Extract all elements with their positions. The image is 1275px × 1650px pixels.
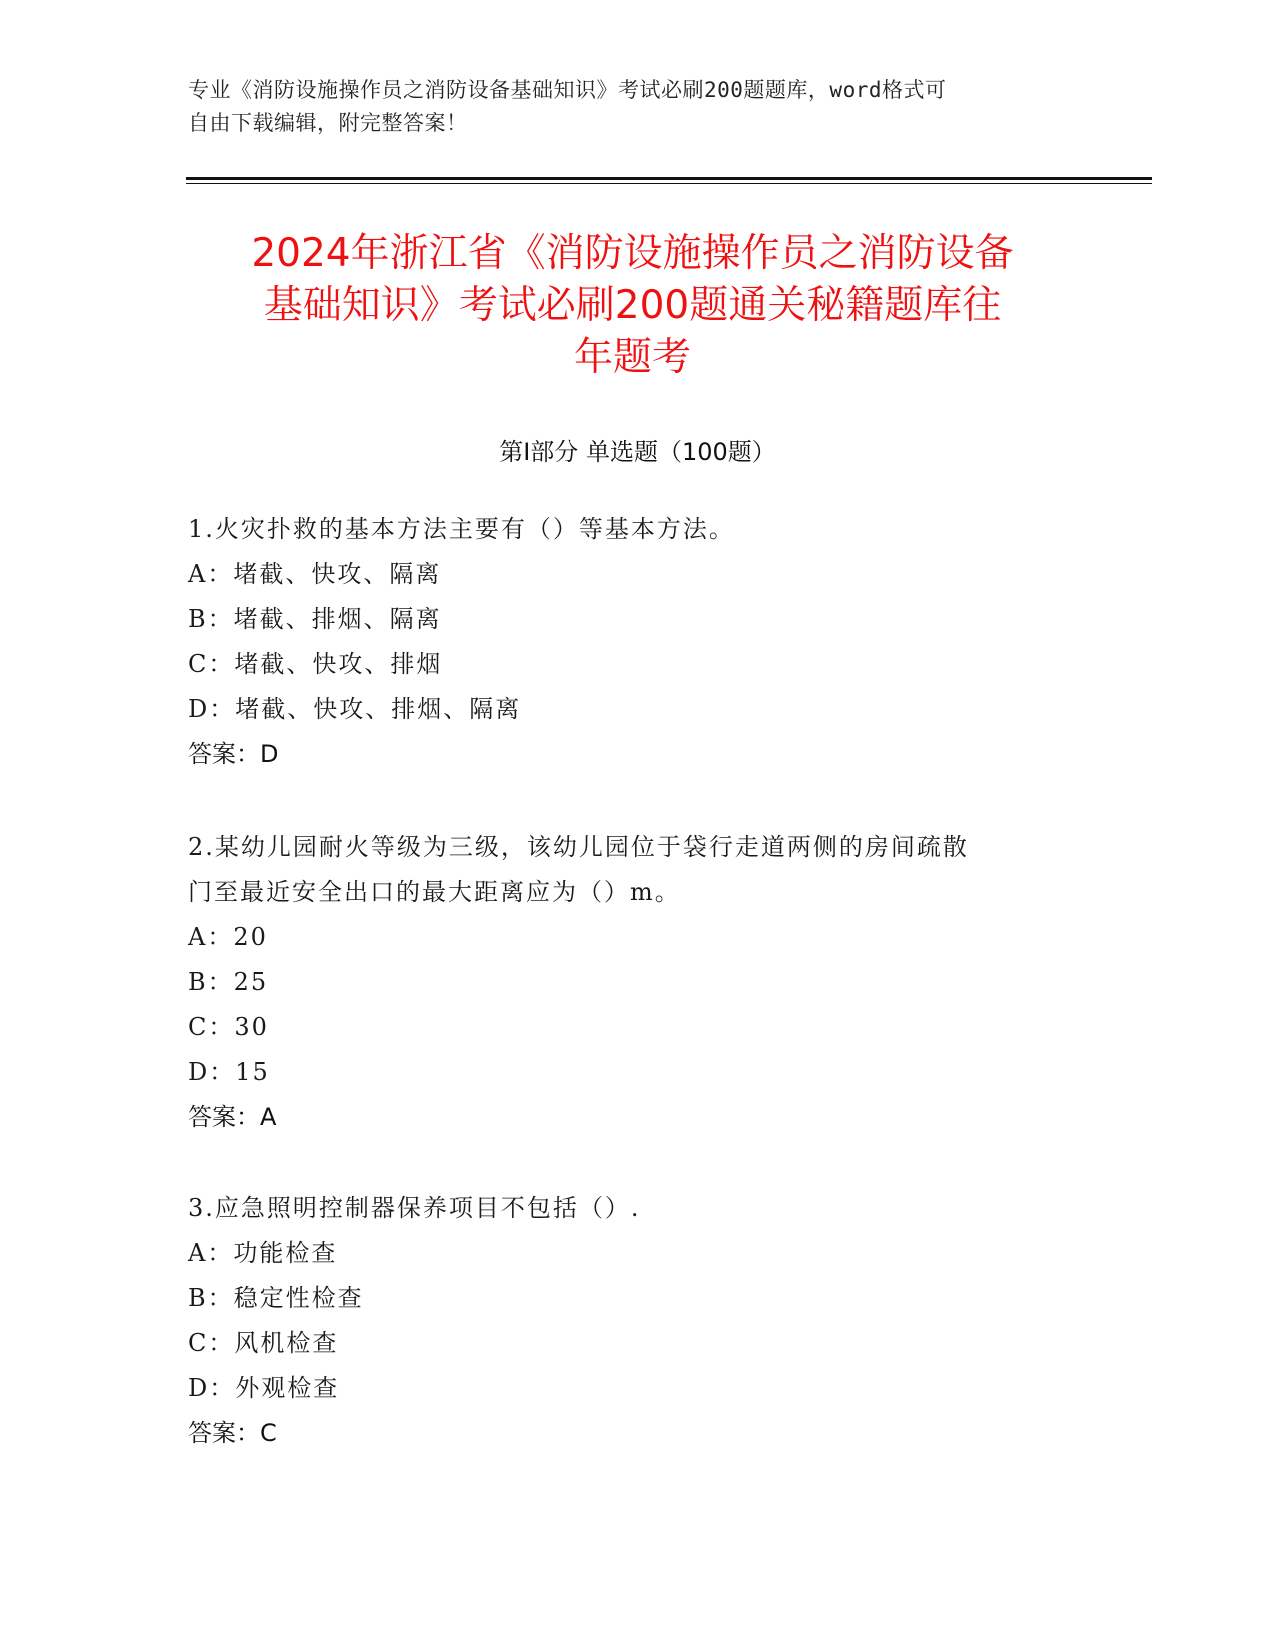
header-note bbox=[188, 74, 1088, 140]
title-line-2: 基础知识》考试必刷200题通关秘籍题库往 bbox=[263, 283, 1002, 328]
question-stem-continued: 门至最近安全出口的最大距离应为（）m。 bbox=[188, 878, 681, 906]
header-divider-thick bbox=[186, 177, 1152, 180]
option-d: D：堵截、快攻、排烟、隔离 bbox=[188, 695, 522, 723]
document-title bbox=[150, 228, 1115, 384]
title-line-3: 年题考 bbox=[573, 335, 691, 380]
answer: 答案：C bbox=[188, 1419, 277, 1447]
option-c: C：风机检查 bbox=[188, 1329, 339, 1357]
header-note-line-2: 自由下载编辑，附完整答案！ bbox=[188, 111, 468, 135]
option-b: B：稳定性检查 bbox=[188, 1284, 364, 1312]
header-note-line-1: 专业《消防设施操作员之消防设备基础知识》考试必刷200题题库，word格式可 bbox=[188, 78, 947, 102]
answer: 答案：A bbox=[188, 1103, 277, 1131]
section-heading: 第Ⅰ部分 单选题（100题） bbox=[499, 438, 776, 466]
option-c: C：30 bbox=[188, 1013, 269, 1041]
question-stem: 2.某幼儿园耐火等级为三级，该幼儿园位于袋行走道两侧的房间疏散 bbox=[188, 833, 969, 861]
option-a: A：堵截、快攻、隔离 bbox=[188, 560, 442, 588]
question-stem: 3.应急照明控制器保养项目不包括（）. bbox=[188, 1194, 641, 1222]
question-3 bbox=[188, 1186, 1088, 1456]
option-c: C：堵截、快攻、排烟 bbox=[188, 650, 443, 678]
option-a: A：功能检查 bbox=[188, 1239, 338, 1267]
option-d: D：15 bbox=[188, 1058, 270, 1086]
option-b: B：堵截、排烟、隔离 bbox=[188, 605, 442, 633]
header-divider-thin bbox=[186, 183, 1152, 184]
answer: 答案：D bbox=[188, 740, 279, 768]
option-a: A：20 bbox=[188, 923, 268, 951]
option-b: B：25 bbox=[188, 968, 269, 996]
question-1 bbox=[188, 507, 1088, 777]
title-line-1: 2024年浙江省《消防设施操作员之消防设备 bbox=[251, 231, 1014, 276]
question-2 bbox=[188, 825, 1088, 1140]
option-d: D：外观检查 bbox=[188, 1374, 340, 1402]
question-stem: 1.火灾扑救的基本方法主要有（）等基本方法。 bbox=[188, 515, 735, 543]
